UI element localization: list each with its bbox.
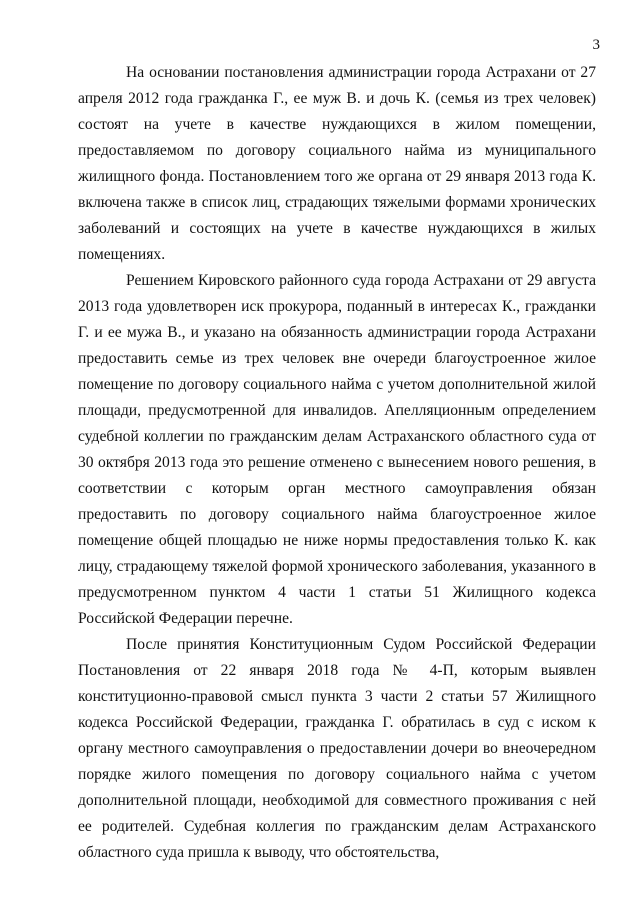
page-number: 3	[592, 37, 600, 53]
paragraph-1: На основании постановления администрации города Астрахани от 27 апреля 2012 года гражданка Г., ее муж В. и дочь К. (семья из трех человек) состоят на учете в качестве нуждающихся в жилом помещении, предоставляемом по договору социального найма из муниципального жилищного фонда. Постановлением того же органа от 29 января 2013 года К. включена также в список лиц, страдающих тяжелыми формами хронических заболеваний и состоящих на учете в качестве нуждающихся в жилых помещениях.	[78, 64, 596, 263]
document-body	[78, 60, 596, 866]
paragraph-2: Решением Кировского районного суда города Астрахани от 29 августа 2013 года удовлетворен иск прокурора, поданный в интересах К., гражданки Г. и ее мужа В., и указано на обязанность администрации города Астрахани предоставить семье из трех человек вне очереди благоустроенное жилое помещение по договору социального найма с учетом дополнительной жилой площади, предусмотренной для инвалидов. Апелляционным определением судебной коллегии по гражданским делам Астраханского областного суда от 30 октября 2013 года это решение отменено с вынесением нового решения, в соответствии с которым орган местного самоуправления обязан предоставить по договору социального найма благоустроенное жилое помещение общей площадью не ниже нормы предоставления только К. как лицу, страдающему тяжелой формой хронического заболевания, указанного в предусмотренном пунктом 4 части 1 статьи 51 Жилищного кодекса Российской Федерации перечне.	[78, 272, 596, 627]
paragraph-3: После принятия Конституционным Судом Российской Федерации Постановления от 22 января 2018 года № 4-П, которым выявлен конституционно-правовой смысл пункта 3 части 2 статьи 57 Жилищного кодекса Российской Федерации, гражданка Г. обратилась в суд с иском к органу местного самоуправления о предоставлении дочери во внеочередном порядке жилого помещения по договору социального найма с учетом дополнительной площади, необходимой для совместного проживания с ней ее родителей. Судебная коллегия по гражданским делам Астраханского областного суда пришла к выводу, что обстоятельства,	[78, 636, 596, 861]
